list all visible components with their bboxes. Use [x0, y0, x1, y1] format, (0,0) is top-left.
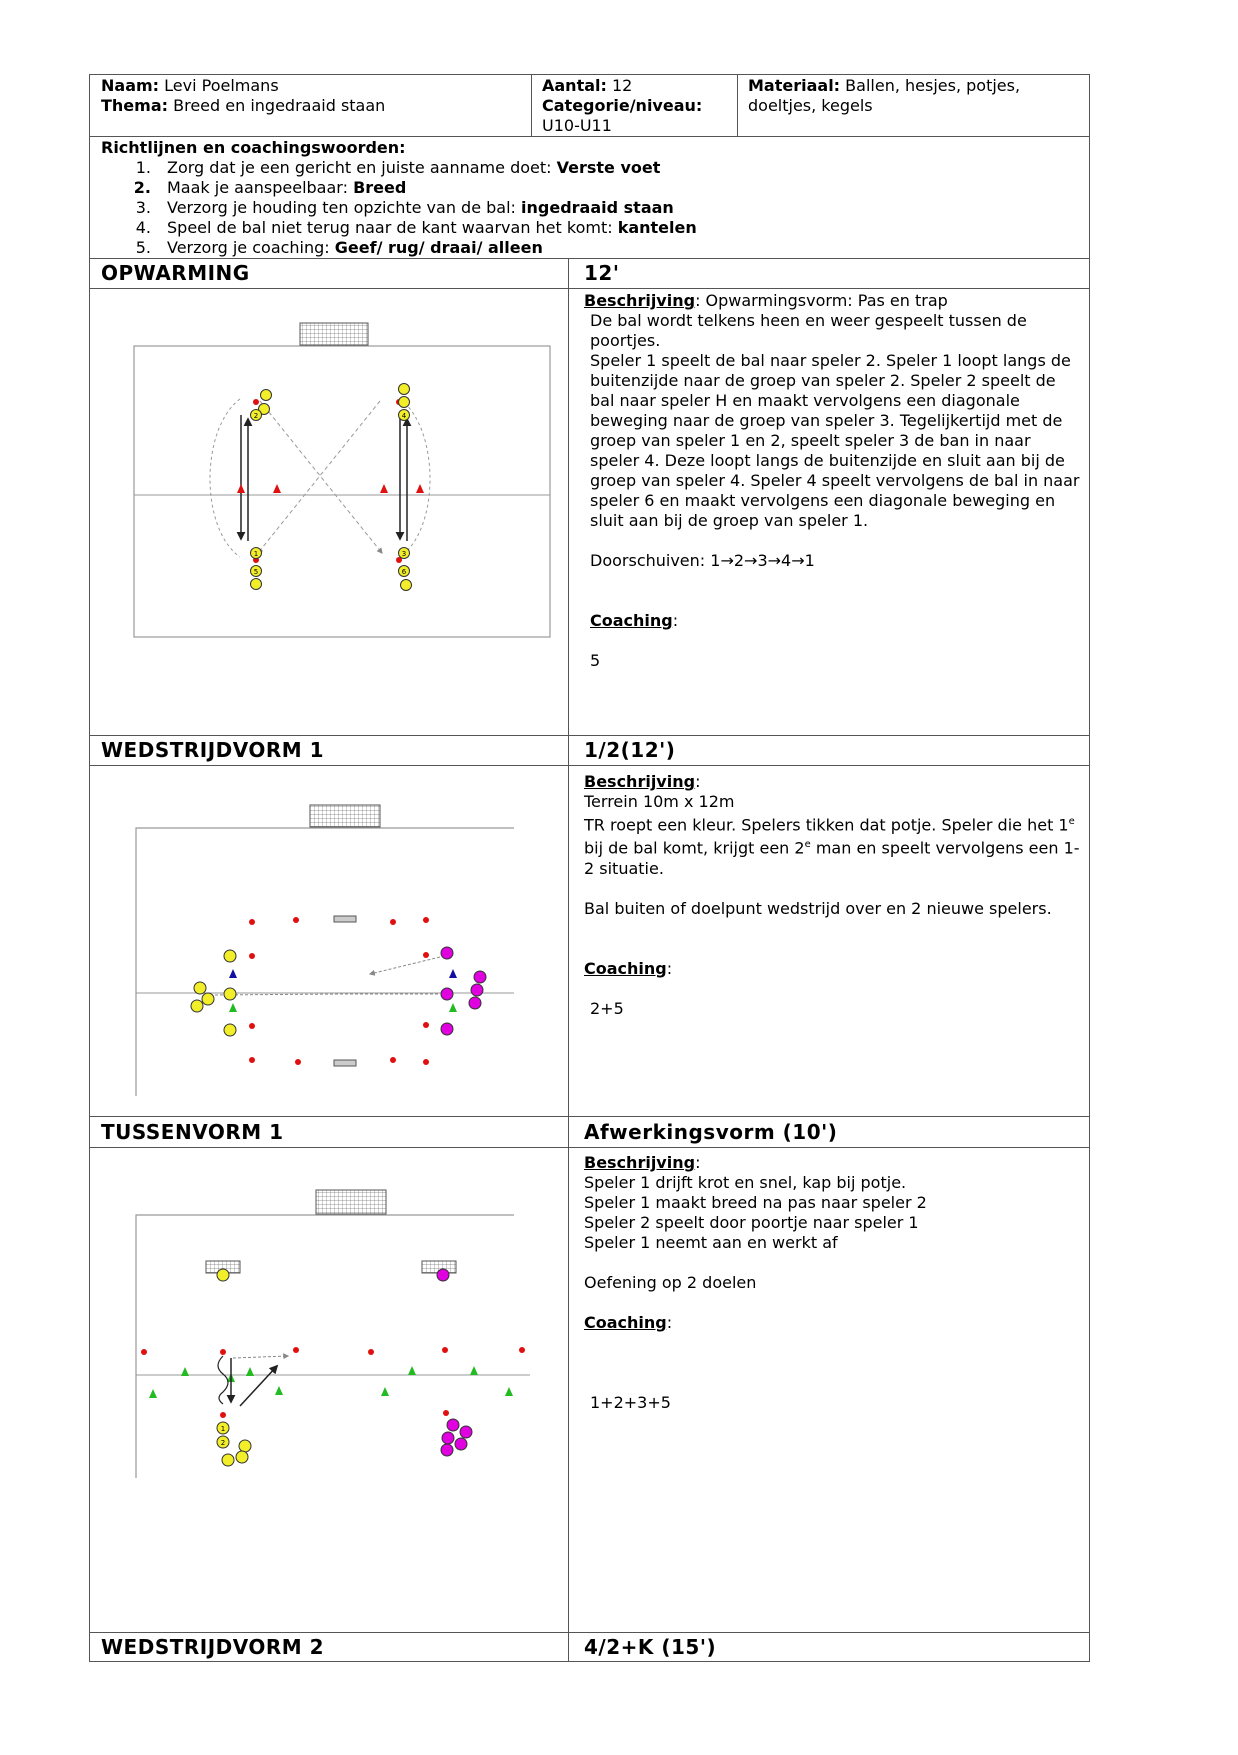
run-path-left [210, 399, 240, 557]
beschrijving-label: Beschrijving [584, 1153, 696, 1172]
beschrijving-inline: : [695, 1153, 701, 1172]
field-outline [134, 346, 550, 637]
player-yellow [224, 1024, 236, 1036]
player-magenta [460, 1426, 472, 1438]
player-number: 6 [401, 568, 407, 576]
categorie-value: U10-U11 [542, 116, 612, 135]
player-magenta [441, 988, 453, 1000]
red-cone-group [249, 917, 429, 1065]
player-number: 2 [220, 1439, 226, 1447]
player-yellow [399, 397, 410, 408]
player-magenta [469, 997, 481, 1009]
description-part: TR roept een kleur. Spelers tikken dat potje. Speler die het 1 [584, 815, 1069, 835]
warmup-diagram [90, 289, 568, 735]
player-magenta [441, 1444, 453, 1456]
wedstrijdvorm1-description: Beschrijving: Terrein 10m x 12m TR roept een kleur. Spelers tikken dat potje. Speler die het 1e bij de bal komt, krijgt een 2e man en speelt vervolgens een 1-2 situatie. Bal buiten of doelpunt wedstrijd over en 2 nieuwe spelers. Coaching: 2+5 [584, 772, 1084, 1019]
player-yellow [217, 1269, 229, 1281]
wedstrijdvorm1-extra: Bal buiten of doelpunt wedstrijd over en 2 nieuwe spelers. [584, 898, 1052, 918]
player-magenta [437, 1269, 449, 1281]
divider-header [89, 136, 1090, 137]
player-yellow [224, 988, 236, 1000]
coaching-value: 1+2+3+5 [590, 1393, 671, 1412]
run-arrow [233, 1356, 288, 1358]
coaching-label: Coaching [584, 958, 667, 978]
guideline-number: 5. [135, 238, 151, 257]
terrein-text: Terrein 10m x 12m [584, 792, 735, 811]
player-yellow [222, 1454, 234, 1466]
section-time-opwarming: 12' [584, 261, 620, 285]
naam-label: Naam: [101, 76, 160, 95]
player-number: 1 [220, 1425, 226, 1433]
guideline-item [101, 238, 1081, 258]
green-cone [449, 1003, 457, 1012]
red-marker [253, 399, 259, 405]
player-number: 5 [253, 568, 259, 576]
tussenvorm-line: Speler 1 maakt breed na pas naar speler 2 [584, 1193, 927, 1212]
table-border-top [89, 74, 1090, 75]
guideline-text: Zorg dat je een gericht en juiste aanname doet: [167, 158, 557, 177]
green-cone [229, 1003, 237, 1012]
guideline-number: 2. [133, 178, 151, 197]
player-yellow [251, 579, 262, 590]
guideline-number: 3. [135, 198, 151, 217]
player-number: 2 [253, 412, 259, 420]
beschrijving-inline: : Opwarmingsvorm: Pas en trap [695, 291, 948, 310]
tussenvorm-line: Speler 2 speelt door poortje naar speler 1 [584, 1213, 919, 1232]
opwarming-text: De bal wordt telkens heen en weer gespeelt tussen de poortjes. Speler 1 speelt de bal naar speler 2. Speler 1 loopt langs de buitenzijde naar de groep van speler 2. Speler 2 speelt de bal naar speler H en maakt vervolgens een diagonale beweging naar de groep van speler 3. Tegelijkertijd met de groep van speler 1 en 2, speelt speler 3 de ban in naar speler 4. Deze loopt langs de buitenzijde en sluit aan bij de groep van speler 4. Speler 4 speelt vervolgens de bal in naar speler 6 en maakt vervolgens een diagonale beweging en sluit aan bij de groep van speler 1. [590, 311, 1080, 530]
guideline-item [101, 158, 1081, 178]
green-cone-group [149, 1366, 513, 1398]
red-cone [273, 484, 281, 493]
guideline-text: Verzorg je houding ten opzichte van de bal: [167, 198, 522, 217]
player-magenta [441, 947, 453, 959]
wedstrijdvorm1-text [584, 812, 1084, 879]
player-yellow [194, 982, 206, 994]
thema-label: Thema: [101, 96, 169, 115]
coaching-value: 5 [590, 651, 601, 670]
player-yellow [224, 950, 236, 962]
doorschuiven-text: Doorschuiven: 1→2→3→4→1 [590, 551, 815, 570]
categorie-label: Categorie/niveau: [542, 96, 703, 115]
coaching-label: Coaching [590, 611, 673, 630]
guideline-keyword: ingedraaid staan [521, 198, 674, 217]
naam-value: Levi Poelmans [164, 76, 279, 95]
player-yellow [401, 580, 412, 591]
materiaal-label: Materiaal: [748, 76, 841, 95]
player-yellow [202, 993, 214, 1005]
finishing-diagram [90, 1148, 568, 1632]
blue-cone [449, 969, 457, 978]
section-title-wedstrijdvorm2: WEDSTRIJDVORM 2 [101, 1635, 325, 1659]
section-title-opwarming: OPWARMING [101, 261, 250, 285]
guidelines-list [101, 158, 1081, 258]
guideline-text: Maak je aanspeelbaar: [167, 178, 354, 197]
small-goal [334, 916, 356, 922]
tussenvorm-line: Speler 1 neemt aan en werkt af [584, 1233, 838, 1252]
goal-net [316, 1190, 386, 1214]
tussenvorm-line: Speler 1 drijft krot en snel, kap bij potje. [584, 1173, 907, 1192]
divider-wedstrijd2 [89, 1632, 1090, 1633]
divider-column-middle [568, 258, 569, 1662]
red-cone-group [141, 1347, 525, 1418]
player-yellow [399, 384, 410, 395]
coaching-label: Coaching [584, 1313, 667, 1332]
tussenvorm-extra: Oefening op 2 doelen [584, 1273, 757, 1292]
divider-guidelines [89, 258, 1090, 259]
guideline-keyword: kantelen [617, 218, 697, 237]
guideline-item [101, 198, 1081, 218]
guideline-item [101, 178, 1081, 198]
goal-net [310, 805, 380, 827]
guidelines-title: Richtlijnen en coachingswoorden: [101, 138, 406, 157]
guideline-item [101, 218, 1081, 238]
guidelines-block [101, 138, 1081, 258]
description-part: bij de bal komt, krijgt een 2 [584, 838, 805, 858]
player-yellow [191, 1000, 203, 1012]
beschrijving-inline: : [695, 772, 701, 791]
player-magenta [442, 1432, 454, 1444]
player-number: 1 [253, 550, 259, 558]
coaching-value: 2+5 [590, 998, 624, 1018]
red-cone [416, 484, 424, 493]
field-outline [136, 828, 514, 1096]
match-diagram [90, 766, 568, 1116]
dribble-path [218, 1356, 228, 1404]
guideline-keyword: Geef/ rug/ draai/ alleen [334, 238, 543, 257]
player-magenta [441, 1023, 453, 1035]
header-name-theme [101, 76, 526, 116]
run-path-right [400, 399, 430, 557]
tussenvorm-description: Beschrijving: Speler 1 drijft krot en snel, kap bij potje. Speler 1 maakt breed na pas naar speler 2 Speler 2 speelt door poortje naar speler 1 Speler 1 neemt aan en werkt af Oefening op 2 doelen Coaching: 1+2+3+5 [584, 1153, 1084, 1413]
red-cone [380, 484, 388, 493]
run-arrow [370, 957, 440, 974]
blue-cone [229, 969, 237, 978]
goal-net [300, 323, 368, 345]
section-time-wedstrijdvorm1: 1/2(12') [584, 738, 676, 762]
guideline-keyword: Breed [353, 178, 407, 197]
table-border-right [1089, 74, 1090, 1662]
shot-arrow [240, 1366, 277, 1406]
section-title-wedstrijdvorm1: WEDSTRIJDVORM 1 [101, 738, 325, 762]
player-number: 4 [401, 412, 407, 420]
aantal-value: 12 [612, 76, 633, 95]
superscript: e [1068, 816, 1075, 827]
header-aantal-categorie [542, 76, 734, 136]
divider-tussenvorm [89, 1116, 1090, 1117]
thema-value: Breed en ingedraaid staan [173, 96, 386, 115]
opwarming-description: Beschrijving: Opwarmingsvorm: Pas en trap De bal wordt telkens heen en weer gespeelt tussen de poortjes. Speler 1 speelt de bal naar speler 2. Speler 1 loopt langs de buitenzijde naar de groep van speler 2. Speler 2 speelt de bal naar speler H en maakt vervolgens een diagonale beweging naar de groep van speler 3. Tegelijkertijd met de groep van speler 1 en 2, speelt speler 3 de ban in naar speler 4. Deze loopt langs de buitenzijde en sluit aan bij de groep van speler 4. Speler 4 speelt vervolgens de bal in naar speler 6 en maakt vervolgens een diagonale beweging en sluit aan bij de groep van speler 1. Doorschuiven: 1→2→3→4→1 Coaching: 5 [584, 291, 1080, 670]
materiaal-value: Ballen, hesjes, potjes, doeltjes, kegels [748, 76, 1021, 115]
superscript: e [804, 839, 811, 851]
diagonal-path [260, 401, 382, 553]
section-time-wedstrijdvorm2: 4/2+K (15') [584, 1635, 717, 1659]
guideline-text: Speel de bal niet terug naar de kant waarvan het komt: [167, 218, 618, 237]
section-time-tussenvorm1: Afwerkingsvorm (10') [584, 1120, 838, 1144]
player-magenta [474, 971, 486, 983]
divider-header-col2 [737, 74, 738, 137]
section-title-tussenvorm1: TUSSENVORM 1 [101, 1120, 284, 1144]
description-part: man en speelt vervolgens een 1-2 situatie. [584, 838, 1080, 878]
small-goal [334, 1060, 356, 1066]
divider-header-col1 [531, 74, 532, 137]
guideline-keyword: Verste voet [556, 158, 661, 177]
aantal-label: Aantal: [542, 76, 607, 95]
player-yellow [239, 1440, 251, 1452]
guideline-number: 4. [135, 218, 151, 237]
field-outline [136, 1215, 514, 1478]
player-number: 3 [401, 550, 407, 558]
player-yellow [261, 390, 272, 401]
header-materiaal [748, 76, 1084, 116]
diagonal-path [258, 401, 380, 553]
red-cone [237, 484, 245, 493]
beschrijving-label: Beschrijving [584, 772, 696, 791]
guideline-number: 1. [135, 158, 151, 177]
beschrijving-label: Beschrijving [584, 291, 696, 310]
player-magenta [455, 1438, 467, 1450]
divider-wedstrijd1 [89, 735, 1090, 736]
table-border-bottom [89, 1661, 1090, 1662]
guideline-text: Verzorg je coaching: [167, 238, 335, 257]
player-yellow [236, 1451, 248, 1463]
player-magenta [471, 984, 483, 996]
player-magenta [447, 1419, 459, 1431]
